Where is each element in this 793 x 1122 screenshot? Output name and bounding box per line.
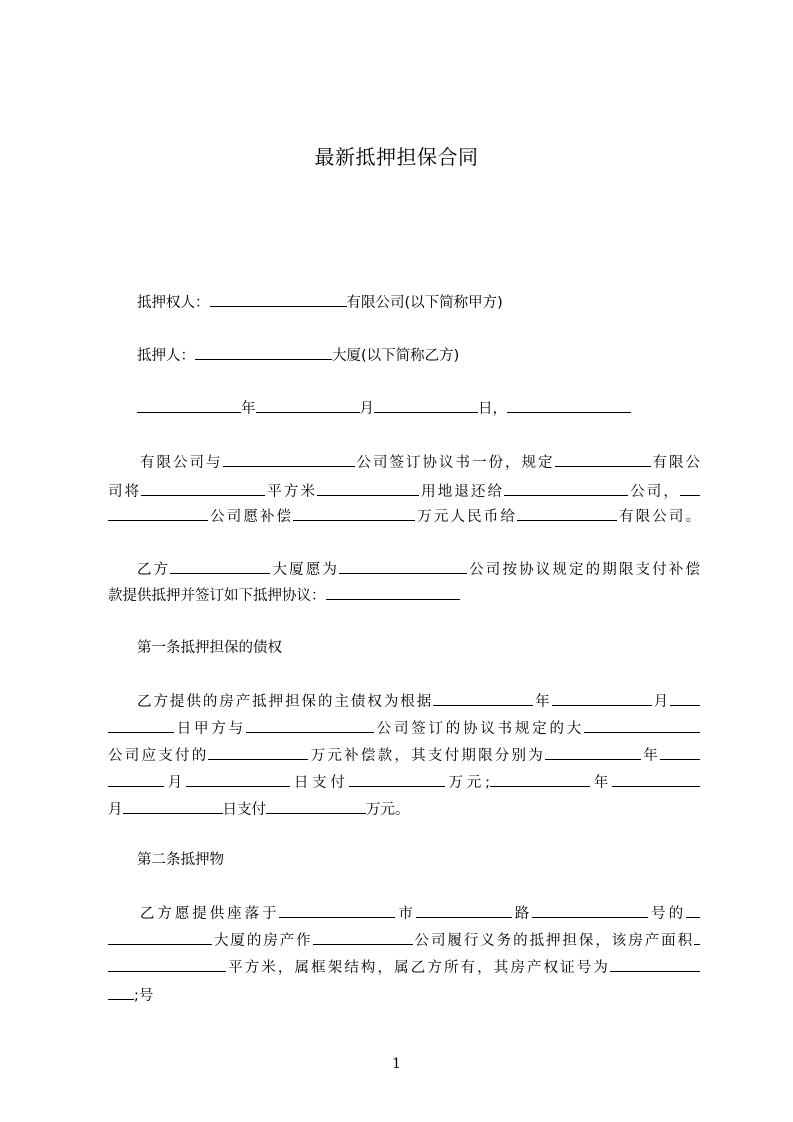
blank-field bbox=[279, 902, 395, 918]
page-title: 最新抵押担保合同 bbox=[314, 145, 479, 169]
text: 万元; bbox=[444, 775, 490, 791]
blank-field bbox=[339, 558, 467, 574]
month-label: 月 bbox=[359, 401, 374, 417]
mortgagor-line bbox=[137, 344, 459, 366]
blank-field bbox=[507, 397, 631, 413]
text: 用地退还给 bbox=[419, 484, 505, 500]
text: 有限公司与 bbox=[140, 455, 223, 471]
blank-field bbox=[680, 480, 700, 496]
article-2-line-4 bbox=[108, 984, 153, 1006]
article-1-heading: 第一条抵押担保的债权 bbox=[137, 640, 282, 656]
article-2-heading: 第二条抵押物 bbox=[137, 852, 224, 868]
blank-field bbox=[317, 480, 419, 496]
blank-field bbox=[223, 451, 355, 467]
mortgagor-suffix: 大厦(以下简称乙方) bbox=[332, 348, 460, 364]
paragraph-2-line-2 bbox=[108, 584, 460, 606]
article-1-line-5 bbox=[108, 798, 410, 820]
mortgagee-suffix: 有限公司(以下简称甲方) bbox=[346, 295, 503, 311]
text: 乙方愿提供座落于 bbox=[140, 906, 280, 922]
blank-field bbox=[349, 771, 445, 787]
blank-field bbox=[108, 956, 226, 972]
blank-field bbox=[670, 690, 700, 706]
blank-field bbox=[374, 397, 478, 413]
article-2-line-2 bbox=[108, 929, 700, 951]
text: 平方米，属框架结构，属乙方所有，其房产权证号为 bbox=[226, 960, 610, 976]
blank-field bbox=[686, 902, 700, 918]
blank-field bbox=[532, 902, 648, 918]
mortgagee-label: 抵押权人： bbox=[137, 295, 210, 311]
article-2-line-3 bbox=[108, 956, 700, 978]
text: 大厦愿为 bbox=[270, 562, 340, 578]
date-line bbox=[137, 397, 631, 419]
text: 公司签订的协议书规定的大 bbox=[373, 721, 585, 737]
blank-field bbox=[660, 744, 700, 760]
year-label: 年 bbox=[641, 748, 661, 764]
text: 日支付 bbox=[222, 802, 266, 818]
blank-field bbox=[108, 984, 134, 1000]
blank-field bbox=[108, 771, 164, 787]
text: 市 bbox=[395, 906, 416, 922]
text: 乙方 bbox=[137, 562, 171, 578]
text: 公司签订协议书一份，规定 bbox=[354, 455, 555, 471]
paragraph-1-line-1 bbox=[140, 451, 700, 473]
blank-field bbox=[266, 798, 366, 814]
blank-field bbox=[137, 397, 241, 413]
year-label: 年 bbox=[241, 401, 256, 417]
blank-field bbox=[313, 929, 413, 945]
blank-field bbox=[490, 771, 590, 787]
year-label: 年 bbox=[589, 775, 613, 791]
text: 有限公 bbox=[650, 455, 700, 471]
text: 号的 bbox=[648, 906, 687, 922]
blank-field bbox=[208, 744, 308, 760]
blank-field bbox=[433, 690, 533, 706]
blank-field bbox=[326, 584, 460, 600]
blank-field bbox=[108, 929, 212, 945]
paragraph-2-line-1 bbox=[137, 558, 700, 580]
month-label: 月 bbox=[108, 802, 123, 818]
blank-field bbox=[170, 558, 270, 574]
text: 公司愿补偿 bbox=[208, 509, 294, 525]
blank-field bbox=[555, 451, 651, 467]
text: 司将 bbox=[108, 484, 142, 500]
text: 公司应支付的 bbox=[108, 748, 209, 764]
blank-field bbox=[584, 717, 700, 733]
blank-field bbox=[694, 929, 700, 945]
mortgagor-label: 抵押人： bbox=[137, 348, 195, 364]
text: ;号 bbox=[134, 988, 154, 1004]
text: 款提供抵押并签订如下抵押协议： bbox=[108, 588, 326, 604]
text: 平方米 bbox=[265, 484, 318, 500]
blank-field bbox=[246, 717, 374, 733]
text: 乙方提供的房产抵押担保的主债权为根据 bbox=[137, 694, 434, 710]
blank-field bbox=[195, 344, 332, 360]
blank-field bbox=[123, 798, 223, 814]
text: 日甲方与 bbox=[174, 721, 246, 737]
article-1-line-4 bbox=[108, 771, 700, 793]
article-1-line-1 bbox=[137, 690, 700, 712]
blank-field bbox=[612, 771, 700, 787]
month-label: 月 bbox=[651, 694, 671, 710]
month-label: 月 bbox=[164, 775, 187, 791]
day-label: 日， bbox=[478, 401, 507, 417]
text: 大厦的房产作 bbox=[212, 933, 313, 949]
blank-field bbox=[293, 505, 415, 521]
text: 万元。 bbox=[366, 802, 410, 818]
text: 公司， bbox=[628, 484, 680, 500]
blank-field bbox=[141, 480, 265, 496]
paragraph-1-line-3 bbox=[108, 505, 700, 527]
blank-field bbox=[108, 717, 174, 733]
blank-field bbox=[186, 771, 290, 787]
text: 万元补偿款，其支付期限分别为 bbox=[308, 748, 546, 764]
text: 有限公司。 bbox=[616, 509, 701, 525]
blank-field bbox=[610, 956, 700, 972]
blank-field bbox=[256, 397, 360, 413]
blank-field bbox=[552, 690, 652, 706]
mortgagee-line bbox=[137, 291, 503, 313]
text: 公司按协议规定的期限支付补偿 bbox=[467, 562, 701, 578]
article-1-line-3 bbox=[108, 744, 700, 766]
blank-field bbox=[504, 480, 628, 496]
year-label: 年 bbox=[533, 694, 552, 710]
blank-field bbox=[416, 902, 512, 918]
text: 日支付 bbox=[290, 775, 349, 791]
text: 万元人民币给 bbox=[415, 509, 517, 525]
blank-field bbox=[545, 744, 641, 760]
article-2-line-1 bbox=[140, 902, 700, 924]
blank-field bbox=[108, 505, 208, 521]
blank-field bbox=[210, 291, 347, 307]
article-1-line-2 bbox=[108, 717, 700, 739]
text: 路 bbox=[511, 906, 533, 922]
blank-field bbox=[517, 505, 617, 521]
page-number: 1 bbox=[392, 1056, 401, 1072]
paragraph-1-line-2 bbox=[108, 480, 700, 502]
text: 公司履行义务的抵押担保，该房产面积 bbox=[412, 933, 695, 949]
